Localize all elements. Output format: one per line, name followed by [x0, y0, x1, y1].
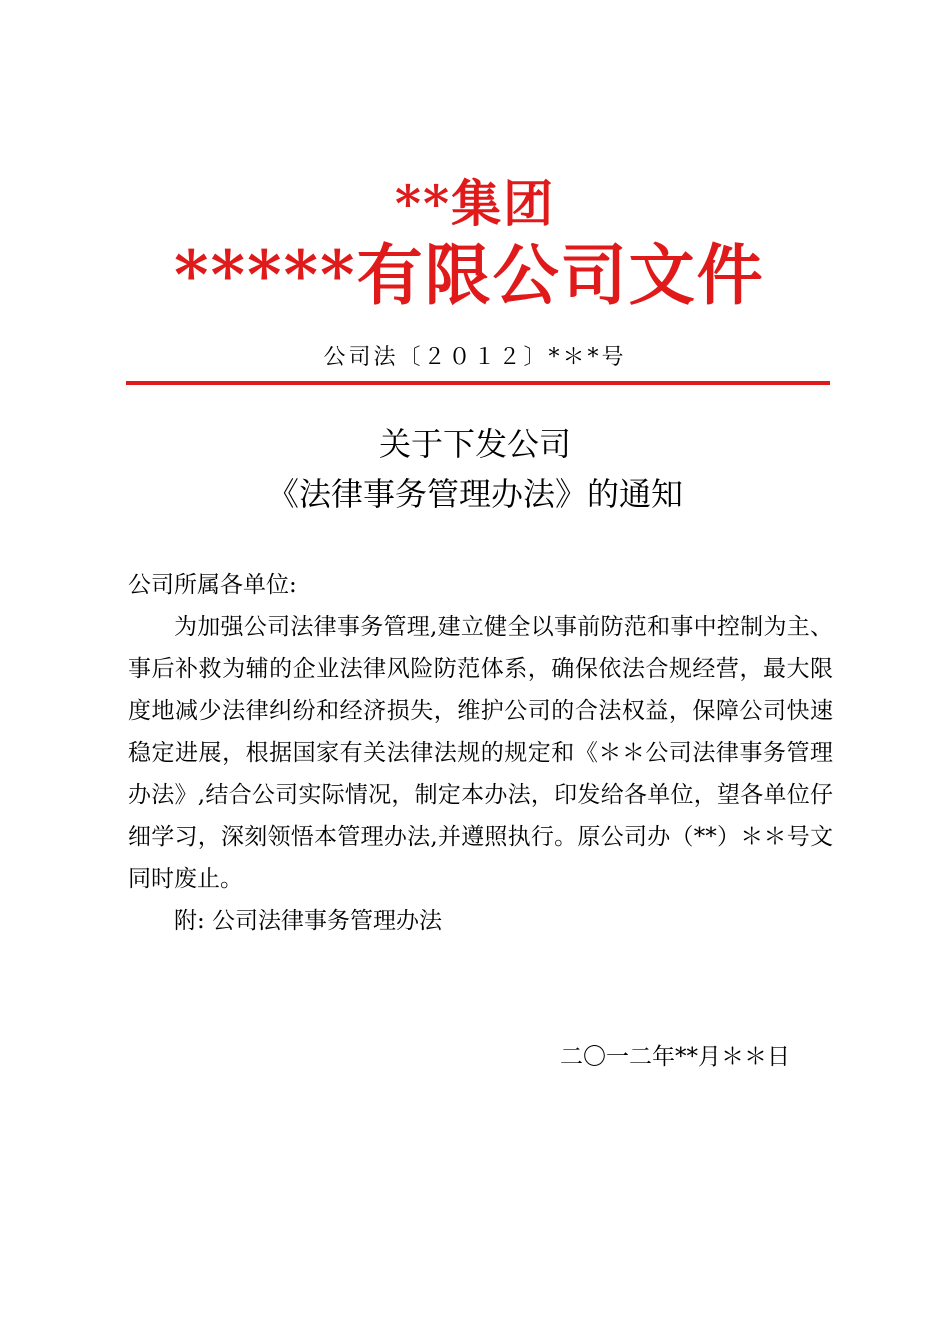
red-divider — [126, 381, 830, 385]
issue-date: 二〇一二年**月＊＊日 — [560, 1044, 790, 1070]
document-number: 公司法〔２０１２〕*＊*号 — [323, 345, 627, 370]
salutation: 公司所属各单位: — [128, 572, 297, 598]
body-paragraph: 为加强公司法律事务管理,建立健全以事前防范和事中控制为主、事后补救为辅的企业法律风险防范体系，确保依法合规经营，最大限度地减少法律纠纷和经济损失，维护公司的合法权益，保障公司快速稳定进展，根据国家有关法律法规的规定和《＊＊公司法律事务管理办法》,结合公司实际情况，制定本办法，印发给各单位，望各单位仔细学习，深刻领悟本管理办法,并遵照执行。原公司办（**）＊＊号文同时废止。 — [128, 614, 833, 892]
issuer-company-name: *****有限公司文件 — [174, 236, 765, 314]
document-title-line2: 《法律事务管理办法》的通知 — [266, 475, 683, 513]
issuer-group-name: **集团 — [394, 174, 556, 233]
attachment-note: 附: 公司法律事务管理办法 — [174, 908, 443, 934]
document-title-line1: 关于下发公司 — [378, 425, 571, 463]
